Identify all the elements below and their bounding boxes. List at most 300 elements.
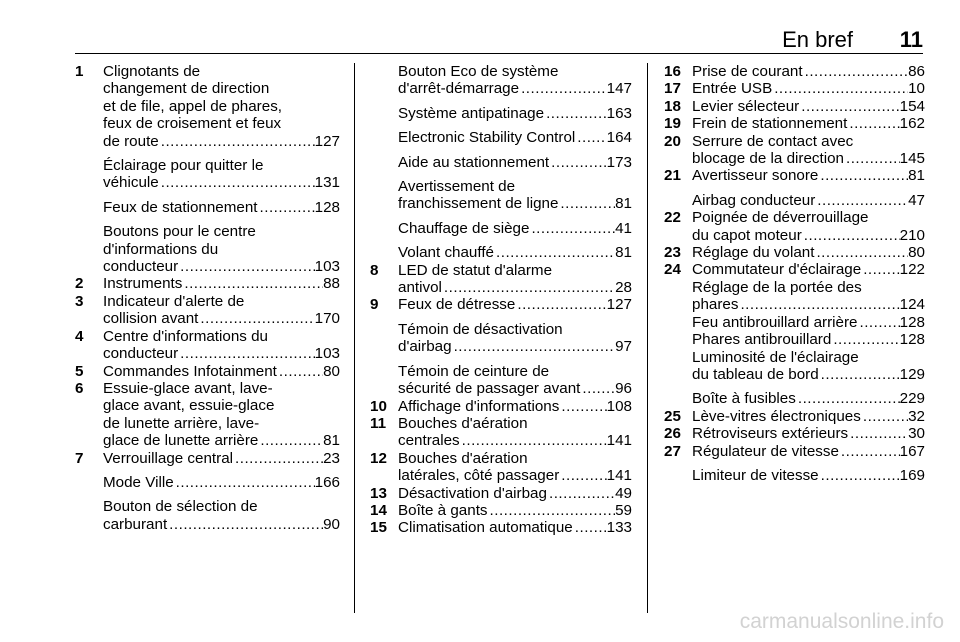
- page-reference: 59: [615, 501, 632, 519]
- entry-leader-line: [398, 195, 632, 212]
- entry-leader-line: [398, 467, 632, 484]
- index-entry: [75, 157, 340, 192]
- entry-text-line: Boutons pour le centre: [103, 223, 256, 241]
- entry-label: sécurité de passager avant: [398, 380, 581, 398]
- entry-label: Prise de courant: [692, 63, 803, 80]
- index-column-3: [664, 63, 925, 484]
- entry-leader-line: [103, 345, 340, 362]
- dot-leader: [442, 279, 615, 296]
- entry-leader-line: [692, 314, 925, 331]
- entry-label: collision avant: [103, 310, 199, 328]
- page-reference: 30: [908, 425, 925, 443]
- page-reference: 170: [314, 310, 340, 328]
- index-entry: [370, 485, 632, 502]
- entry-text-line: Bouton Eco de système: [398, 63, 559, 80]
- dot-leader: [167, 516, 323, 533]
- watermark: carmanualsonline.info: [739, 610, 944, 633]
- entry-leader-line: [692, 366, 925, 383]
- entry-leader-line: [398, 244, 632, 261]
- dot-leader: [819, 467, 900, 484]
- dot-leader: [847, 115, 899, 132]
- entry-text-line: Centre d'informations du: [103, 327, 268, 345]
- dot-leader: [575, 129, 606, 146]
- entry-leader-line: [692, 244, 925, 261]
- dot-leader: [515, 296, 606, 313]
- index-entry: [664, 115, 925, 132]
- index-entry: [664, 443, 925, 460]
- index-entry: [370, 415, 632, 450]
- entry-label: Boîte à fusibles: [692, 390, 796, 408]
- dot-leader: [844, 150, 900, 167]
- entry-leader-line: [398, 129, 632, 146]
- page-reference: 103: [314, 345, 340, 363]
- dot-leader: [198, 310, 314, 327]
- entry-label: Désactivation d'airbag: [398, 484, 547, 502]
- entry-leader-line: [398, 502, 632, 519]
- item-number: 16: [664, 63, 681, 80]
- entry-leader-line: [103, 199, 340, 216]
- index-entry: [75, 275, 340, 292]
- index-entry: [75, 380, 340, 450]
- item-number: 11: [370, 414, 387, 432]
- entry-leader-line: [692, 150, 925, 167]
- index-entry: [664, 209, 925, 244]
- page-reference: 164: [606, 129, 632, 147]
- entry-leader-line: [398, 485, 632, 502]
- entry-leader-line: [398, 154, 632, 171]
- dot-leader: [559, 467, 606, 484]
- dot-leader: [799, 98, 899, 115]
- index-entry: [664, 133, 925, 168]
- dot-leader: [258, 432, 323, 449]
- index-entry: [75, 498, 340, 533]
- dot-leader: [529, 220, 615, 237]
- page-reference: 86: [908, 63, 925, 80]
- entry-text-line: Clignotants de: [103, 63, 201, 80]
- dot-leader: [549, 154, 607, 171]
- entry-label: Feu antibrouillard arrière: [692, 313, 858, 331]
- entry-leader-line: [103, 174, 340, 191]
- entry-label: franchissement de ligne: [398, 195, 559, 213]
- dot-leader: [494, 244, 615, 261]
- entry-label: Feux de détresse: [398, 296, 516, 314]
- entry-label: Limiteur de vitesse: [692, 466, 819, 484]
- index-entry: [75, 199, 340, 216]
- entry-text-line: Bouton de sélection de: [103, 498, 258, 516]
- page-reference: 80: [323, 362, 340, 380]
- entry-label: conducteur: [103, 345, 179, 363]
- dot-leader: [544, 105, 607, 122]
- dot-leader: [159, 133, 315, 150]
- page-reference: 128: [899, 331, 925, 349]
- entry-text-line: et de file, appel de phares,: [103, 97, 283, 115]
- entry-leader-line: [692, 390, 925, 407]
- page-reference: 141: [606, 432, 632, 450]
- entry-text-line: Éclairage pour quitter le: [103, 157, 264, 175]
- dot-leader: [488, 502, 616, 519]
- item-number: 27: [664, 442, 681, 460]
- entry-label: Electronic Stability Control: [398, 129, 576, 147]
- entry-text-line: Indicateur d'alerte de: [103, 292, 245, 310]
- entry-leader-line: [398, 296, 632, 313]
- dot-leader: [803, 63, 909, 80]
- index-entry: [664, 167, 925, 184]
- entry-label: Volant chauffé: [398, 244, 494, 262]
- page-header: [75, 27, 923, 53]
- dot-leader: [738, 296, 899, 313]
- entry-label: du capot moteur: [692, 226, 802, 244]
- index-entry: [75, 223, 340, 275]
- entry-label: centrales: [398, 432, 460, 450]
- index-entry: [664, 63, 925, 80]
- dot-leader: [233, 450, 323, 467]
- dot-leader: [573, 519, 607, 536]
- entry-text-line: Témoin de ceinture de: [398, 362, 550, 380]
- entry-label: Entrée USB: [692, 80, 773, 98]
- dot-leader: [558, 195, 615, 212]
- entry-leader-line: [692, 261, 925, 278]
- entry-text-line: LED de statut d'alarme: [398, 261, 553, 279]
- index-entry: [75, 450, 340, 467]
- page-reference: 88: [323, 275, 340, 293]
- page-reference: 23: [323, 449, 340, 467]
- entry-label: Climatisation automatique: [398, 519, 573, 537]
- item-number: 15: [370, 519, 387, 537]
- page-reference: 210: [899, 226, 925, 244]
- entry-label: phares: [692, 296, 739, 314]
- entry-leader-line: [692, 467, 925, 484]
- entry-label: Rétroviseurs extérieurs: [692, 425, 849, 443]
- entry-leader-line: [692, 296, 925, 313]
- page-reference: 122: [899, 261, 925, 279]
- index-entry: [370, 363, 632, 398]
- entry-label: Feux de stationnement: [103, 198, 258, 216]
- entry-leader-line: [692, 167, 925, 184]
- page-reference: 80: [908, 244, 925, 262]
- entry-leader-line: [103, 133, 340, 150]
- header-rule: [75, 53, 923, 54]
- entry-leader-line: [103, 516, 340, 533]
- entry-label: Commutateur d'éclairage: [692, 261, 862, 279]
- entry-label: Chauffage de siège: [398, 219, 530, 237]
- item-number: 10: [370, 397, 387, 415]
- section-title: En bref: [782, 27, 853, 52]
- entry-label: Aide au stationnement: [398, 153, 550, 171]
- item-number: 7: [75, 449, 84, 467]
- index-entry: [664, 331, 925, 348]
- entry-text-line: Témoin de désactivation: [398, 320, 563, 338]
- entry-text-line: changement de direction: [103, 80, 270, 98]
- index-column-1: [75, 63, 340, 533]
- dot-leader: [819, 366, 900, 383]
- page-reference: 128: [899, 313, 925, 331]
- entry-leader-line: [692, 227, 925, 244]
- item-number: 12: [370, 449, 387, 467]
- page-reference: 81: [615, 195, 632, 213]
- entry-label: Verrouillage central: [103, 449, 234, 467]
- index-entry: [75, 474, 340, 491]
- page-reference: 124: [899, 296, 925, 314]
- entry-leader-line: [103, 474, 340, 491]
- entry-leader-line: [103, 258, 340, 275]
- page-reference: 81: [908, 167, 925, 185]
- page-reference: 41: [615, 219, 632, 237]
- entry-label: glace de lunette arrière: [103, 432, 259, 450]
- entry-label: Instruments: [103, 275, 183, 293]
- dot-leader: [258, 199, 315, 216]
- dot-leader: [519, 80, 607, 97]
- index-entry: [664, 261, 925, 278]
- entry-label: Phares antibrouillard: [692, 331, 832, 349]
- entry-leader-line: [398, 432, 632, 449]
- entry-label: Levier sélecteur: [692, 97, 800, 115]
- index-entry: [664, 349, 925, 384]
- entry-text-line: Poignée de déverrouillage: [692, 209, 869, 227]
- entry-label: Frein de stationnement: [692, 115, 848, 133]
- dot-leader: [547, 485, 615, 502]
- page-reference: 141: [606, 467, 632, 485]
- entry-label: blocage de la direction: [692, 150, 844, 168]
- index-entry: [370, 398, 632, 415]
- entry-label: Boîte à gants: [398, 501, 488, 519]
- index-entry: [664, 408, 925, 425]
- page-reference: 169: [899, 466, 925, 484]
- page-reference: 154: [899, 97, 925, 115]
- entry-text-line: Bouches d'aération: [398, 414, 528, 432]
- page-reference: 28: [615, 279, 632, 297]
- item-number: 4: [75, 327, 84, 345]
- entry-text-line: Bouches d'aération: [398, 449, 528, 467]
- index-entry: [370, 244, 632, 261]
- entry-leader-line: [692, 192, 925, 209]
- page-reference: 49: [615, 484, 632, 502]
- index-entry: [664, 80, 925, 97]
- item-number: 18: [664, 97, 681, 115]
- page-reference: 127: [314, 132, 340, 150]
- dot-leader: [460, 432, 607, 449]
- item-number: 1: [75, 63, 84, 80]
- page-reference: 229: [899, 390, 925, 408]
- page-reference: 127: [606, 296, 632, 314]
- index-column-2: [370, 63, 632, 537]
- entry-leader-line: [692, 98, 925, 115]
- dot-leader: [182, 275, 323, 292]
- page-reference: 133: [606, 519, 632, 537]
- entry-leader-line: [398, 519, 632, 536]
- page-reference: 145: [899, 150, 925, 168]
- entry-text-line: Avertissement de: [398, 178, 516, 196]
- dot-leader: [848, 425, 908, 442]
- index-entry: [664, 192, 925, 209]
- index-entry: [370, 178, 632, 213]
- index-entry: [664, 98, 925, 115]
- entry-text-line: feux de croisement et feux: [103, 115, 282, 133]
- entry-text-line: Essuie-glace avant, lave-: [103, 379, 273, 397]
- entry-leader-line: [398, 279, 632, 296]
- entry-leader-line: [398, 105, 632, 122]
- entry-leader-line: [398, 380, 632, 397]
- entry-leader-line: [692, 80, 925, 97]
- entry-label: antivol: [398, 279, 442, 297]
- entry-leader-line: [103, 450, 340, 467]
- entry-leader-line: [692, 443, 925, 460]
- entry-leader-line: [692, 63, 925, 80]
- dot-leader: [559, 398, 606, 415]
- item-number: 20: [664, 132, 681, 150]
- index-entry: [370, 450, 632, 485]
- index-entry: [664, 467, 925, 484]
- index-entry: [664, 314, 925, 331]
- entry-label: véhicule: [103, 174, 159, 192]
- dot-leader: [174, 474, 315, 491]
- entry-label: carburant: [103, 515, 168, 533]
- dot-leader: [159, 174, 315, 191]
- entry-text-line: Serrure de contact avec: [692, 132, 854, 150]
- dot-leader: [861, 261, 899, 278]
- entry-leader-line: [103, 432, 340, 449]
- entry-text-line: de lunette arrière, lave-: [103, 414, 260, 432]
- index-entry: [370, 129, 632, 146]
- item-number: 8: [370, 261, 379, 279]
- column-divider: [354, 63, 355, 613]
- entry-leader-line: [692, 408, 925, 425]
- entry-label: de route: [103, 132, 159, 150]
- entry-leader-line: [692, 115, 925, 132]
- index-entry: [370, 502, 632, 519]
- dot-leader: [818, 167, 908, 184]
- entry-leader-line: [398, 80, 632, 97]
- item-number: 5: [75, 362, 84, 380]
- page-reference: 129: [899, 365, 925, 383]
- dot-leader: [452, 338, 616, 355]
- dot-leader: [178, 345, 315, 362]
- item-number: 25: [664, 407, 681, 425]
- entry-text-line: d'informations du: [103, 240, 219, 258]
- page-reference: 173: [606, 153, 632, 171]
- index-entry: [370, 262, 632, 297]
- index-entry: [370, 63, 632, 98]
- page-reference: 10: [908, 80, 925, 98]
- item-number: 24: [664, 261, 681, 279]
- page-reference: 47: [908, 191, 925, 209]
- dot-leader: [839, 443, 900, 460]
- dot-leader: [857, 314, 899, 331]
- entry-label: Airbag conducteur: [692, 191, 816, 209]
- item-number: 17: [664, 80, 681, 98]
- dot-leader: [772, 80, 908, 97]
- entry-label: conducteur: [103, 258, 179, 276]
- index-entry: [664, 279, 925, 314]
- item-number: 21: [664, 167, 681, 185]
- index-entry: [664, 425, 925, 442]
- index-entry: [75, 293, 340, 328]
- page-reference: 97: [615, 338, 632, 356]
- index-entry: [664, 390, 925, 407]
- dot-leader: [861, 408, 908, 425]
- page-reference: 90: [323, 515, 340, 533]
- entry-leader-line: [398, 220, 632, 237]
- page-reference: 103: [314, 258, 340, 276]
- item-number: 3: [75, 292, 84, 310]
- entry-label: Avertisseur sonore: [692, 167, 819, 185]
- entry-label: Commandes Infotainment: [103, 362, 277, 380]
- entry-label: Mode Ville: [103, 473, 174, 491]
- index-entry: [664, 244, 925, 261]
- entry-label: d'arrêt-démarrage: [398, 80, 520, 98]
- entry-label: latérales, côté passager: [398, 467, 560, 485]
- index-entry: [75, 328, 340, 363]
- item-number: 26: [664, 425, 681, 443]
- entry-text-line: glace avant, essuie-glace: [103, 397, 275, 415]
- item-number: 2: [75, 275, 84, 293]
- entry-label: Régulateur de vitesse: [692, 442, 839, 460]
- entry-label: Affichage d'informations: [398, 397, 560, 415]
- index-entry: [75, 63, 340, 150]
- page-reference: 162: [899, 115, 925, 133]
- entry-leader-line: [692, 331, 925, 348]
- dot-leader: [814, 244, 908, 261]
- index-entry: [75, 363, 340, 380]
- page-reference: 147: [606, 80, 632, 98]
- dot-leader: [831, 331, 899, 348]
- index-entry: [370, 105, 632, 122]
- entry-leader-line: [103, 363, 340, 380]
- entry-text-line: Réglage de la portée des: [692, 278, 862, 296]
- column-divider: [647, 63, 648, 613]
- item-number: 22: [664, 209, 681, 227]
- item-number: 19: [664, 115, 681, 133]
- dot-leader: [277, 363, 323, 380]
- dot-leader: [802, 227, 900, 244]
- index-entry: [370, 321, 632, 356]
- entry-leader-line: [398, 398, 632, 415]
- entry-leader-line: [103, 310, 340, 327]
- dot-leader: [178, 258, 315, 275]
- entry-label: Réglage du volant: [692, 244, 815, 262]
- page-reference: 167: [899, 442, 925, 460]
- entry-leader-line: [103, 275, 340, 292]
- page-reference: 166: [314, 473, 340, 491]
- dot-leader: [796, 390, 900, 407]
- entry-leader-line: [398, 338, 632, 355]
- page-reference: 81: [615, 244, 632, 262]
- entry-label: d'airbag: [398, 338, 452, 356]
- dot-leader: [815, 192, 908, 209]
- entry-label: Système antipatinage: [398, 104, 545, 122]
- page-number: 11: [899, 27, 923, 52]
- index-entry: [370, 296, 632, 313]
- entry-text-line: Luminosité de l'éclairage: [692, 348, 859, 366]
- dot-leader: [580, 380, 615, 397]
- index-entry: [370, 519, 632, 536]
- page-reference: 163: [606, 104, 632, 122]
- item-number: 23: [664, 244, 681, 262]
- entry-label: Lève-vitres électroniques: [692, 407, 861, 425]
- item-number: 14: [370, 501, 387, 519]
- index-entry: [370, 220, 632, 237]
- page-reference: 96: [615, 380, 632, 398]
- index-entry: [370, 154, 632, 171]
- item-number: 13: [370, 484, 387, 502]
- entry-label: du tableau de bord: [692, 365, 819, 383]
- page-reference: 131: [314, 174, 340, 192]
- page-reference: 81: [323, 432, 340, 450]
- page-reference: 108: [606, 397, 632, 415]
- item-number: 9: [370, 296, 379, 314]
- entry-leader-line: [692, 425, 925, 442]
- page-reference: 128: [314, 198, 340, 216]
- item-number: 6: [75, 379, 84, 397]
